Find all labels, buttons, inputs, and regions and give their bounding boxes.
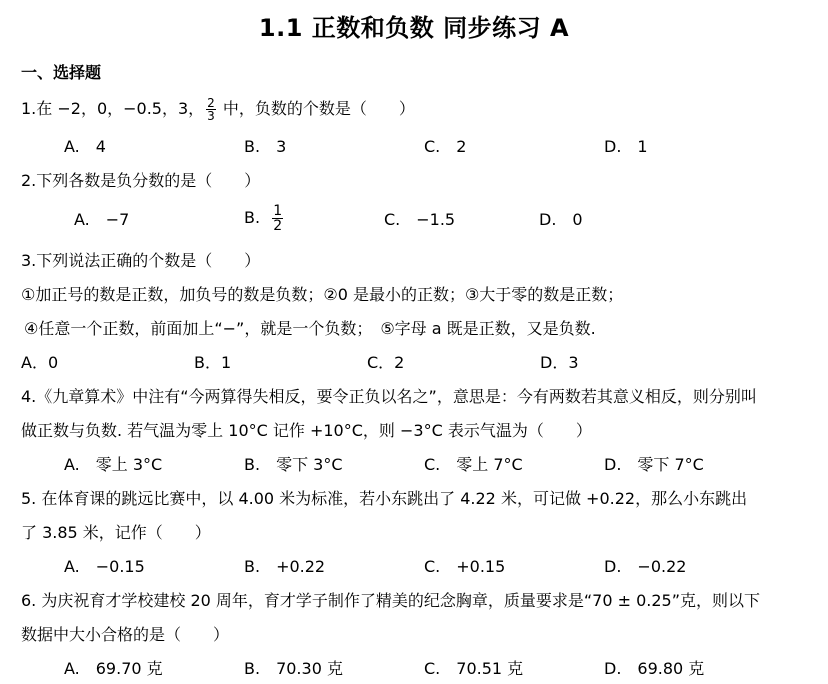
question-3-statements-line-2: ④任意一个正数，前面加上“−”，就是一个负数； ⑤字母 a 既是正数，又是负数. [24, 319, 596, 338]
question-5-option-b: B. +0.22 [244, 557, 326, 576]
question-1-fraction [206, 97, 216, 122]
question-5-stem-line-1: 5. 在体育课的跳远比赛中，以 4.00 米为标准，若小东跳出了 4.22 米，可记做 +0.22，那么小东跳出 [21, 489, 748, 508]
question-1-prefix: 1.在 −2，0，−0.5，3， [21, 99, 205, 118]
question-3-stem: 3.下列说法正确的个数是（ ） [21, 251, 261, 270]
question-2-option-a: A. −7 [74, 210, 130, 229]
fraction-numerator: 1 [273, 203, 283, 219]
fraction-denominator: 3 [207, 109, 215, 123]
question-4-stem-line-1: 4.《九章算术》中注有“今两算得失相反，要令正负以名之”，意思是：今有两数若其意义相反，则分别叫 [21, 387, 757, 406]
question-4-option-a: A. 零上 3°C [64, 455, 163, 474]
question-5-stem-line-2: 了 3.85 米，记作（ ） [21, 523, 211, 542]
question-4-stem-line-2: 做正数与负数. 若气温为零上 10°C 记作 +10°C，则 −3°C 表示气温为（ ） [21, 421, 592, 440]
question-3-statements-line-1: ①加正号的数是正数，加负号的数是负数；②0 是最小的正数；③大于零的数是正数； [21, 285, 624, 304]
question-3-option-d: D．3 [540, 353, 579, 372]
question-4-option-b: B. 零下 3°C [244, 455, 343, 474]
question-6-option-b: B. 70.30 克 [244, 659, 343, 678]
question-3-option-b: B．1 [194, 353, 232, 372]
question-2-fraction [272, 204, 283, 233]
question-2-option-d: D. 0 [539, 210, 583, 229]
question-4-option-d: D. 零下 7°C [604, 455, 704, 474]
section-heading: 一、选择题 [21, 63, 102, 82]
question-6-option-d: D. 69.80 克 [604, 659, 705, 678]
question-1-option-b: B. 3 [244, 137, 287, 156]
question-2-option-b [244, 204, 285, 233]
question-5-option-d: D. −0.22 [604, 557, 687, 576]
fraction-numerator: 2 [207, 96, 215, 110]
question-6-stem-line-2: 数据中大小合格的是（ ） [21, 625, 230, 644]
question-1-option-c: C. 2 [424, 137, 467, 156]
question-6-stem-line-1: 6. 为庆祝育才学校建校 20 周年，育才学子制作了精美的纪念胸章，质量要求是“70 ± 0.25”克，则以下 [21, 591, 761, 610]
question-5-option-a: A. −0.15 [64, 557, 145, 576]
question-1-option-a: A. 4 [64, 137, 106, 156]
question-1-stem [21, 97, 415, 122]
question-2-option-c: C. −1.5 [384, 210, 456, 229]
question-4-option-c: C. 零上 7°C [424, 455, 523, 474]
question-3-option-a: A．0 [21, 353, 59, 372]
question-6-option-a: A. 69.70 克 [64, 659, 163, 678]
question-2-option-b-label: B. [244, 208, 261, 227]
question-1-option-d: D. 1 [604, 137, 648, 156]
page-title: 1.1 正数和负数 同步练习 A [258, 14, 570, 42]
question-5-option-c: C. +0.15 [424, 557, 506, 576]
fraction-denominator: 2 [273, 218, 283, 234]
question-1-suffix: 中，负数的个数是（ ） [217, 99, 415, 118]
question-3-option-c: C．2 [367, 353, 405, 372]
question-6-option-c: C. 70.51 克 [424, 659, 524, 678]
question-2-stem: 2.下列各数是负分数的是（ ） [21, 171, 261, 190]
